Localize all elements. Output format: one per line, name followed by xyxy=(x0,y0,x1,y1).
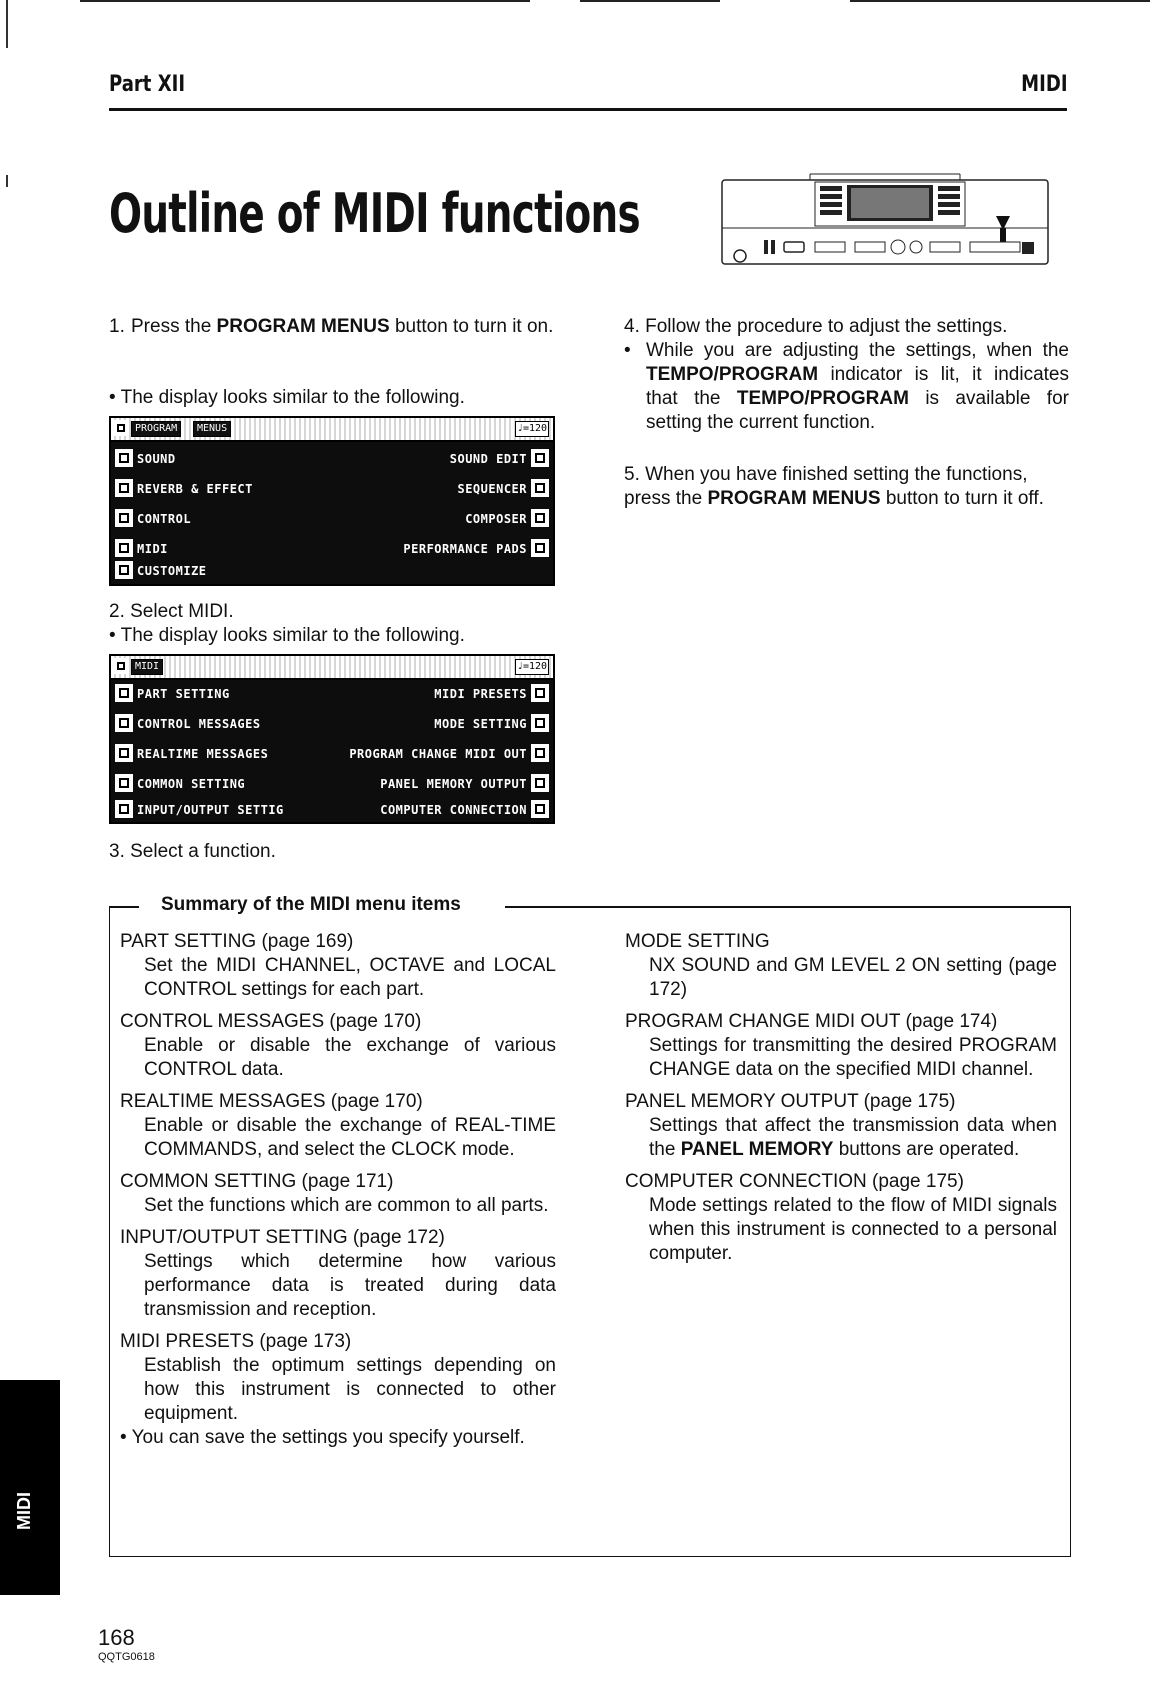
display-tab-program: PROGRAM xyxy=(131,421,181,437)
bullet-icon: • xyxy=(624,340,631,361)
menu-item-sound-edit: SOUND EDIT xyxy=(449,452,527,466)
step-4-bullet xyxy=(624,339,1069,435)
summary-box-top-edge xyxy=(109,906,139,908)
input-output-setting-icon xyxy=(115,800,133,818)
menu-item-input-output-setting: INPUT/OUTPUT SETTIG xyxy=(137,803,284,817)
step-1-emphasis: PROGRAM MENUS xyxy=(216,316,390,337)
common-setting-icon xyxy=(115,774,133,792)
summary-item-head: MIDI PRESETS (page 173) xyxy=(120,1331,352,1352)
top-edge-line xyxy=(580,0,720,2)
summary-item-body: Enable or disable the exchange of various CONTROL data. xyxy=(144,1035,556,1080)
performance-pads-icon xyxy=(531,539,549,557)
menu-item-program-change-midi-out: PROGRAM CHANGE MIDI OUT xyxy=(349,747,527,761)
menu-item-control: CONTROL xyxy=(137,512,192,526)
program-menus-display xyxy=(109,416,555,586)
step-4-bullet-e: is available for setting the current function. xyxy=(646,388,1069,433)
header-rule xyxy=(109,108,1067,111)
summary-box-top-edge xyxy=(505,906,1070,908)
summary-item xyxy=(625,1170,1057,1266)
summary-item xyxy=(120,1010,556,1082)
step-4-bullet-a: While you are adjusting the settings, when the xyxy=(646,340,1069,361)
summary-item xyxy=(120,930,556,1002)
part-setting-icon xyxy=(115,684,133,702)
section-label: MIDI xyxy=(1021,72,1068,97)
side-tab-label: MIDI xyxy=(14,1492,34,1530)
summary-item-head: PART SETTING (page 169) xyxy=(120,931,354,952)
step-5-text-a: 5. When you have finished setting the functions, press the xyxy=(624,464,1028,509)
menu-item-part-setting: PART SETTING xyxy=(137,687,230,701)
summary-item-bullet: • You can save the settings you specify yourself. xyxy=(120,1427,525,1448)
tempo-indicator: ♩=120 xyxy=(515,421,549,437)
menu-item-reverb-effect: REVERB & EFFECT xyxy=(137,482,253,496)
step-1-text-a: Press the xyxy=(131,316,217,337)
step-5-text-c: button to turn it off. xyxy=(880,488,1044,509)
summary-item xyxy=(625,1010,1057,1082)
step-5-emphasis: PROGRAM MENUS xyxy=(707,488,881,509)
summary-item-head: COMPUTER CONNECTION (page 175) xyxy=(625,1171,964,1192)
summary-item-body: Set the MIDI CHANNEL, OCTAVE and LOCAL CONTROL settings for each part. xyxy=(144,955,556,1000)
top-edge-line xyxy=(850,0,1150,2)
step-4-bullet-d: TEMPO/PROGRAM xyxy=(736,388,909,409)
step-3: 3. Select a function. xyxy=(109,841,276,862)
summary-item xyxy=(120,1170,556,1218)
menu-item-customize: CUSTOMIZE xyxy=(137,564,207,578)
summary-item-body: Set the functions which are common to all parts. xyxy=(144,1195,549,1216)
panel-memory-icon xyxy=(531,774,549,792)
summary-item xyxy=(625,930,1057,1002)
midi-presets-icon xyxy=(531,684,549,702)
program-icon xyxy=(113,420,129,436)
menu-item-midi-presets: MIDI PRESETS xyxy=(434,687,527,701)
step-2: 2. Select MIDI. xyxy=(109,601,234,622)
reverb-effect-icon xyxy=(115,479,133,497)
summary-item xyxy=(120,1330,556,1450)
menu-item-common-setting: COMMON SETTING xyxy=(137,777,246,791)
sound-icon xyxy=(115,449,133,467)
display-title-bar xyxy=(111,656,553,680)
summary-item-body: Establish the optimum settings depending on how this instrument is connected to other equipment. xyxy=(144,1355,556,1424)
step-1-bullet: • The display looks similar to the following. xyxy=(109,387,465,408)
keyboard-panel-illustration xyxy=(720,170,1050,268)
midi-display xyxy=(109,654,555,824)
side-section-tab xyxy=(0,1380,60,1595)
tempo-indicator: ♩=120 xyxy=(515,659,549,675)
part-label: Part XII xyxy=(109,72,186,97)
step-5 xyxy=(624,463,1069,511)
menu-item-control-messages: CONTROL MESSAGES xyxy=(137,717,261,731)
summary-item-head: COMMON SETTING (page 171) xyxy=(120,1171,394,1192)
sequencer-icon xyxy=(531,479,549,497)
step-4-bullet-c: indicator is lit, it indicates that the xyxy=(646,364,1069,409)
step-1-text-c: button to turn it on. xyxy=(389,316,554,337)
summary-item-body: Enable or disable the exchange of REAL-TIME COMMANDS, and select the CLOCK mode. xyxy=(144,1115,556,1160)
midi-icon xyxy=(115,539,133,557)
summary-item-head: INPUT/OUTPUT SETTING (page 172) xyxy=(120,1227,445,1248)
control-messages-icon xyxy=(115,714,133,732)
computer-connection-icon xyxy=(531,800,549,818)
summary-item xyxy=(120,1090,556,1162)
summary-item-body-b: PANEL MEMORY xyxy=(680,1139,834,1160)
top-edge-line xyxy=(80,0,530,2)
summary-left-column xyxy=(120,930,556,1458)
realtime-messages-icon xyxy=(115,744,133,762)
menu-item-computer-connection: COMPUTER CONNECTION xyxy=(380,803,527,817)
menu-item-panel-memory-output: PANEL MEMORY OUTPUT xyxy=(380,777,527,791)
menu-item-sequencer: SEQUENCER xyxy=(457,482,527,496)
menu-item-composer: COMPOSER xyxy=(465,512,527,526)
step-1-number: 1. xyxy=(109,316,125,337)
summary-item-body: Settings which determine how various performance data is treated during data transmission and reception. xyxy=(144,1251,556,1320)
step-4: 4. Follow the procedure to adjust the settings. xyxy=(624,316,1008,337)
summary-item-body-c: buttons are operated. xyxy=(833,1139,1020,1160)
control-icon xyxy=(115,509,133,527)
display-tab-midi: MIDI xyxy=(131,659,163,675)
program-change-icon xyxy=(531,744,549,762)
summary-item-body: Settings for transmitting the desired PROGRAM CHANGE data on the specified MIDI channel. xyxy=(649,1035,1057,1080)
summary-item-body: Mode settings related to the flow of MIDI signals when this instrument is connected to a personal computer. xyxy=(649,1195,1057,1264)
page-title: Outline of MIDI functions xyxy=(109,182,640,245)
summary-item xyxy=(120,1226,556,1322)
menu-item-sound: SOUND xyxy=(137,452,176,466)
summary-title: Summary of the MIDI menu items xyxy=(155,894,467,916)
customize-icon xyxy=(115,561,133,579)
display-title-bar xyxy=(111,418,553,442)
summary-item-body-a: Settings that affect the transmission data when the xyxy=(649,1115,1057,1160)
composer-icon xyxy=(531,509,549,527)
menu-item-midi: MIDI xyxy=(137,542,168,556)
step-1 xyxy=(109,315,569,339)
page-number: 168 xyxy=(98,1625,135,1650)
left-edge-mark xyxy=(6,0,8,48)
document-code: QQTG0618 xyxy=(98,1651,155,1663)
summary-item-head: CONTROL MESSAGES (page 170) xyxy=(120,1011,422,1032)
display-tab-menus: MENUS xyxy=(193,421,231,437)
sound-edit-icon xyxy=(531,449,549,467)
step-4-bullet-b: TEMPO/PROGRAM xyxy=(646,364,819,385)
summary-right-column xyxy=(625,930,1057,1274)
step-2-bullet: • The display looks similar to the following. xyxy=(109,625,465,646)
menu-item-mode-setting: MODE SETTING xyxy=(434,717,527,731)
left-edge-mark xyxy=(6,175,8,187)
summary-item-body: NX SOUND and GM LEVEL 2 ON setting (page 172) xyxy=(649,955,1057,1000)
summary-item-head: MODE SETTING xyxy=(625,931,770,952)
menu-item-realtime-messages: REALTIME MESSAGES xyxy=(137,747,269,761)
summary-item-body xyxy=(625,1114,1057,1162)
menu-item-performance-pads: PERFORMANCE PADS xyxy=(403,542,527,556)
summary-item xyxy=(625,1090,1057,1162)
mode-setting-icon xyxy=(531,714,549,732)
midi-icon xyxy=(113,658,129,674)
summary-item-head: PROGRAM CHANGE MIDI OUT (page 174) xyxy=(625,1011,998,1032)
summary-item-head: REALTIME MESSAGES (page 170) xyxy=(120,1091,423,1112)
summary-item-head: PANEL MEMORY OUTPUT (page 175) xyxy=(625,1091,956,1112)
